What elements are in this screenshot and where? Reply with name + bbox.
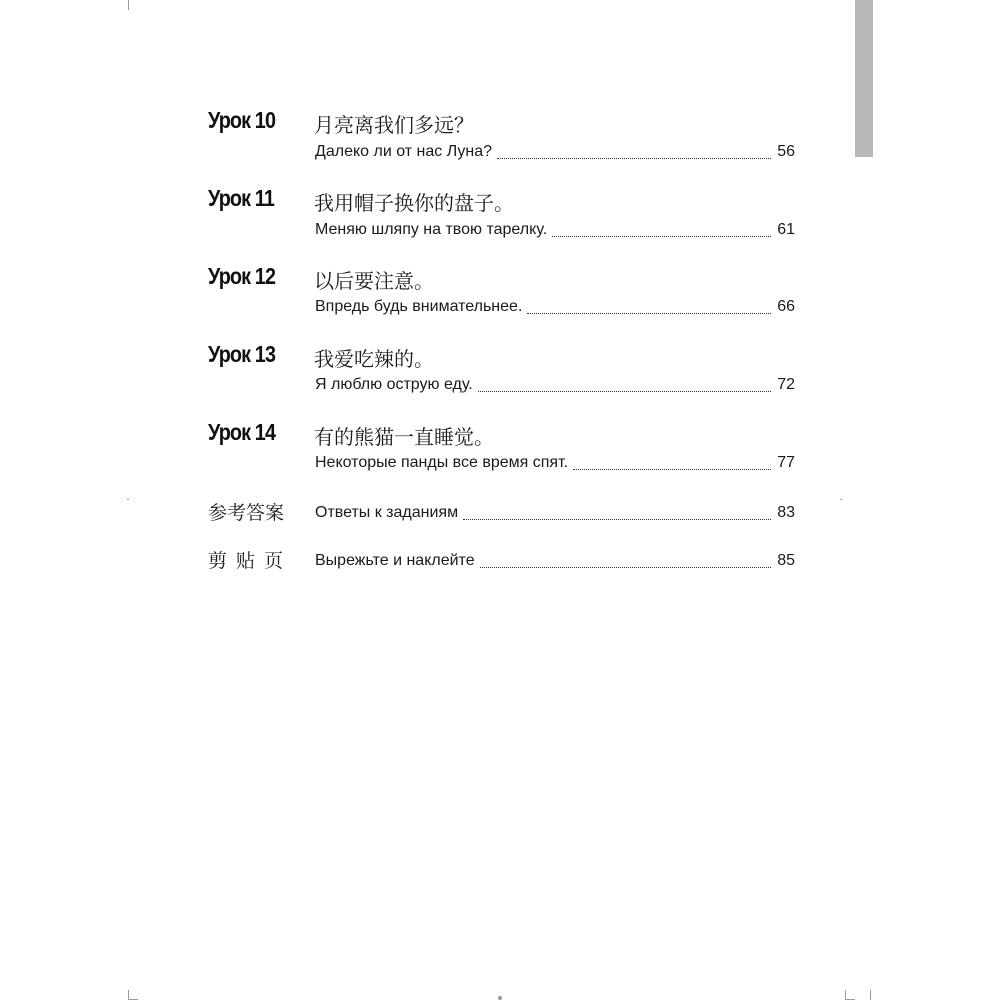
lesson-14-page-number: 77 (777, 454, 795, 471)
lesson-13-entry[interactable] (315, 376, 795, 396)
lesson-14-label: Урок 14 (208, 419, 276, 445)
lesson-13-label: Урок 13 (208, 341, 276, 367)
answers-russian-title: Ответы к заданиям (315, 504, 459, 521)
lesson-11-russian-title: Меняю шляпу на твою тарелку. (315, 221, 548, 238)
answers-page-number: 83 (777, 504, 795, 521)
cutout-entry[interactable] (315, 552, 795, 572)
lesson-12-entry[interactable] (315, 298, 795, 318)
lesson-10-chinese-title: 月亮离我们多远？ (314, 113, 474, 137)
lesson-11-page-number: 61 (777, 221, 795, 238)
cutout-russian-title: Вырежьте и наклейте (315, 552, 475, 569)
dot-leader (527, 313, 771, 314)
lesson-11-entry[interactable] (315, 221, 795, 241)
answers-entry[interactable] (315, 504, 795, 524)
cutout-chinese-label: 剪贴页 (208, 550, 293, 572)
lesson-13-page-number: 72 (777, 376, 795, 393)
dot-leader (573, 469, 771, 470)
cutout-page-number: 85 (777, 552, 795, 569)
lesson-10-entry[interactable] (315, 143, 795, 163)
dot-leader (463, 519, 771, 520)
dot-leader (497, 158, 771, 159)
lesson-10-page-number: 56 (777, 143, 795, 160)
lesson-13-russian-title: Я люблю острую еду. (315, 376, 473, 393)
lesson-14-russian-title: Некоторые панды все время спят. (315, 454, 569, 471)
lesson-12-page-number: 66 (777, 298, 795, 315)
lesson-11-label: Урок 11 (208, 185, 275, 211)
lesson-10-russian-title: Далеко ли от нас Луна? (315, 143, 493, 160)
answers-chinese-label: 参考答案 (208, 502, 285, 524)
dot-leader (478, 391, 772, 392)
lesson-10-label: Урок 10 (208, 107, 276, 133)
dot-leader (552, 236, 771, 237)
lesson-14-chinese-title: 有的熊猫一直睡觉。 (314, 425, 494, 449)
lesson-14-entry[interactable] (315, 454, 795, 474)
dot-leader (480, 567, 772, 568)
lesson-12-chinese-title: 以后要注意。 (314, 269, 434, 293)
lesson-13-chinese-title: 我爱吃辣的。 (314, 347, 434, 371)
lesson-11-chinese-title: 我用帽子换你的盘子。 (314, 191, 514, 215)
lesson-12-russian-title: Впредь будь внимательнее. (315, 298, 523, 315)
lesson-12-label: Урок 12 (208, 263, 276, 289)
